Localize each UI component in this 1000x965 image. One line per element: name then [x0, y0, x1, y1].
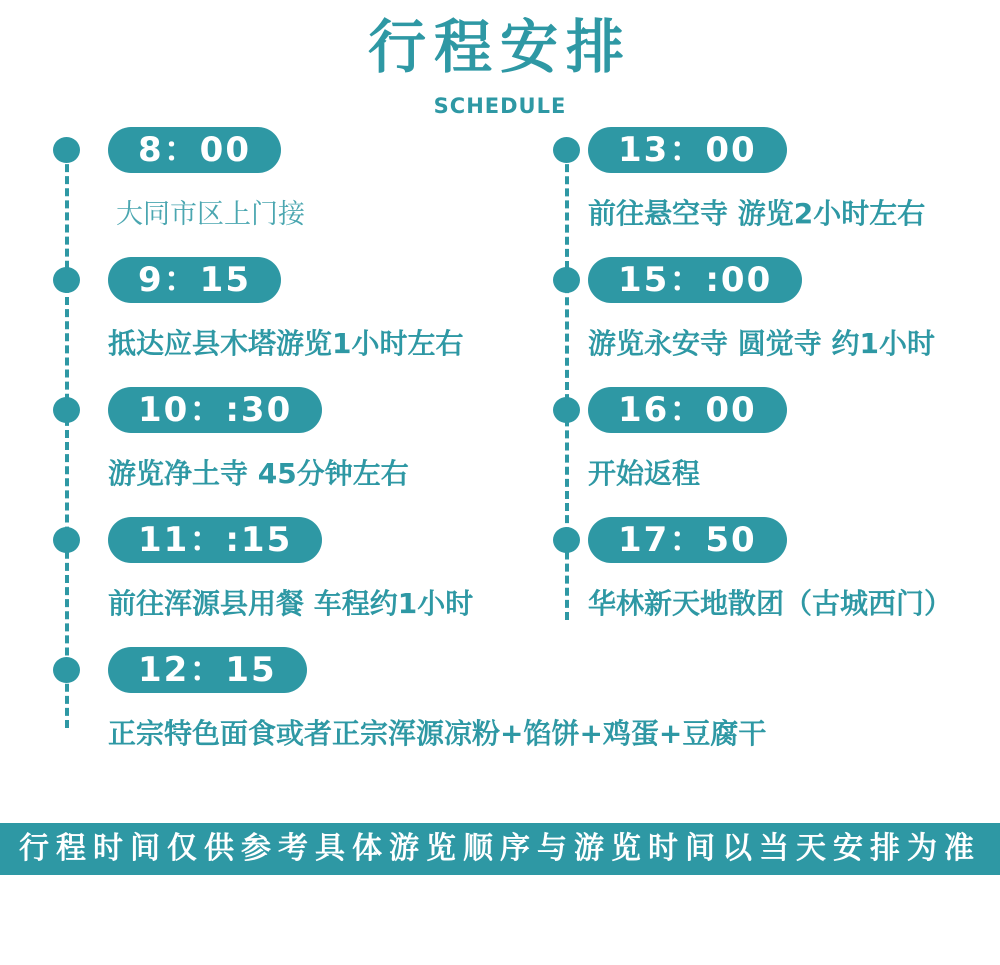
time-pill: 12：15 — [108, 647, 307, 693]
timeline-dot — [53, 267, 80, 293]
timeline-dot — [553, 527, 580, 553]
timeline-entry — [108, 517, 578, 647]
time-pill: 13：00 — [588, 127, 787, 173]
time-pill: 8：00 — [108, 127, 281, 173]
time-pill: 11：:15 — [108, 517, 322, 563]
time-pill: 10：:30 — [108, 387, 322, 433]
time-pill: 9：15 — [108, 257, 281, 303]
entry-description: 游览净土寺 45分钟左右 — [108, 457, 409, 490]
timeline-entry — [108, 387, 578, 517]
entry-description: 正宗特色面食或者正宗浑源凉粉+馅饼+鸡蛋+豆腐干 — [108, 717, 767, 750]
entry-description: 前往浑源县用餐 车程约1小时 — [108, 587, 474, 620]
entry-description: 抵达应县木塔游览1小时左右 — [108, 327, 464, 360]
timeline-entry — [588, 517, 1000, 647]
time-pill: 17：50 — [588, 517, 787, 563]
timeline-dot — [553, 267, 580, 293]
timeline-dot — [553, 137, 580, 163]
time-pill: 16：00 — [588, 387, 787, 433]
timeline-entry — [588, 127, 1000, 257]
footer-note: 行程时间仅供参考具体游览顺序与游览时间以当天安排为准 — [19, 831, 981, 866]
entry-description: 华林新天地散团（古城西门） — [588, 587, 953, 620]
entry-description: 开始返程 — [588, 457, 701, 490]
timeline-entry — [108, 647, 767, 777]
timeline-dot — [53, 137, 80, 163]
entry-description: 大同市区上门接 — [116, 199, 305, 230]
timeline-column-right — [588, 127, 1000, 647]
entry-description: 前往悬空寺 游览2小时左右 — [588, 197, 926, 230]
timeline-entry — [108, 127, 578, 257]
timeline-dot — [53, 397, 80, 423]
timeline-dot — [553, 397, 580, 423]
timeline-dot — [53, 657, 80, 683]
time-pill: 15：:00 — [588, 257, 802, 303]
timeline-entry — [588, 257, 1000, 387]
timeline-entry — [588, 387, 1000, 517]
entry-description: 游览永安寺 圆觉寺 约1小时 — [588, 327, 935, 360]
page-title: 行程安排 — [367, 13, 632, 81]
timeline-dot — [53, 527, 80, 553]
timeline-entry — [108, 257, 578, 387]
footer-note-bar — [0, 823, 1000, 875]
timeline-line-left — [65, 152, 69, 728]
page-subtitle: SCHEDULE — [433, 94, 567, 118]
